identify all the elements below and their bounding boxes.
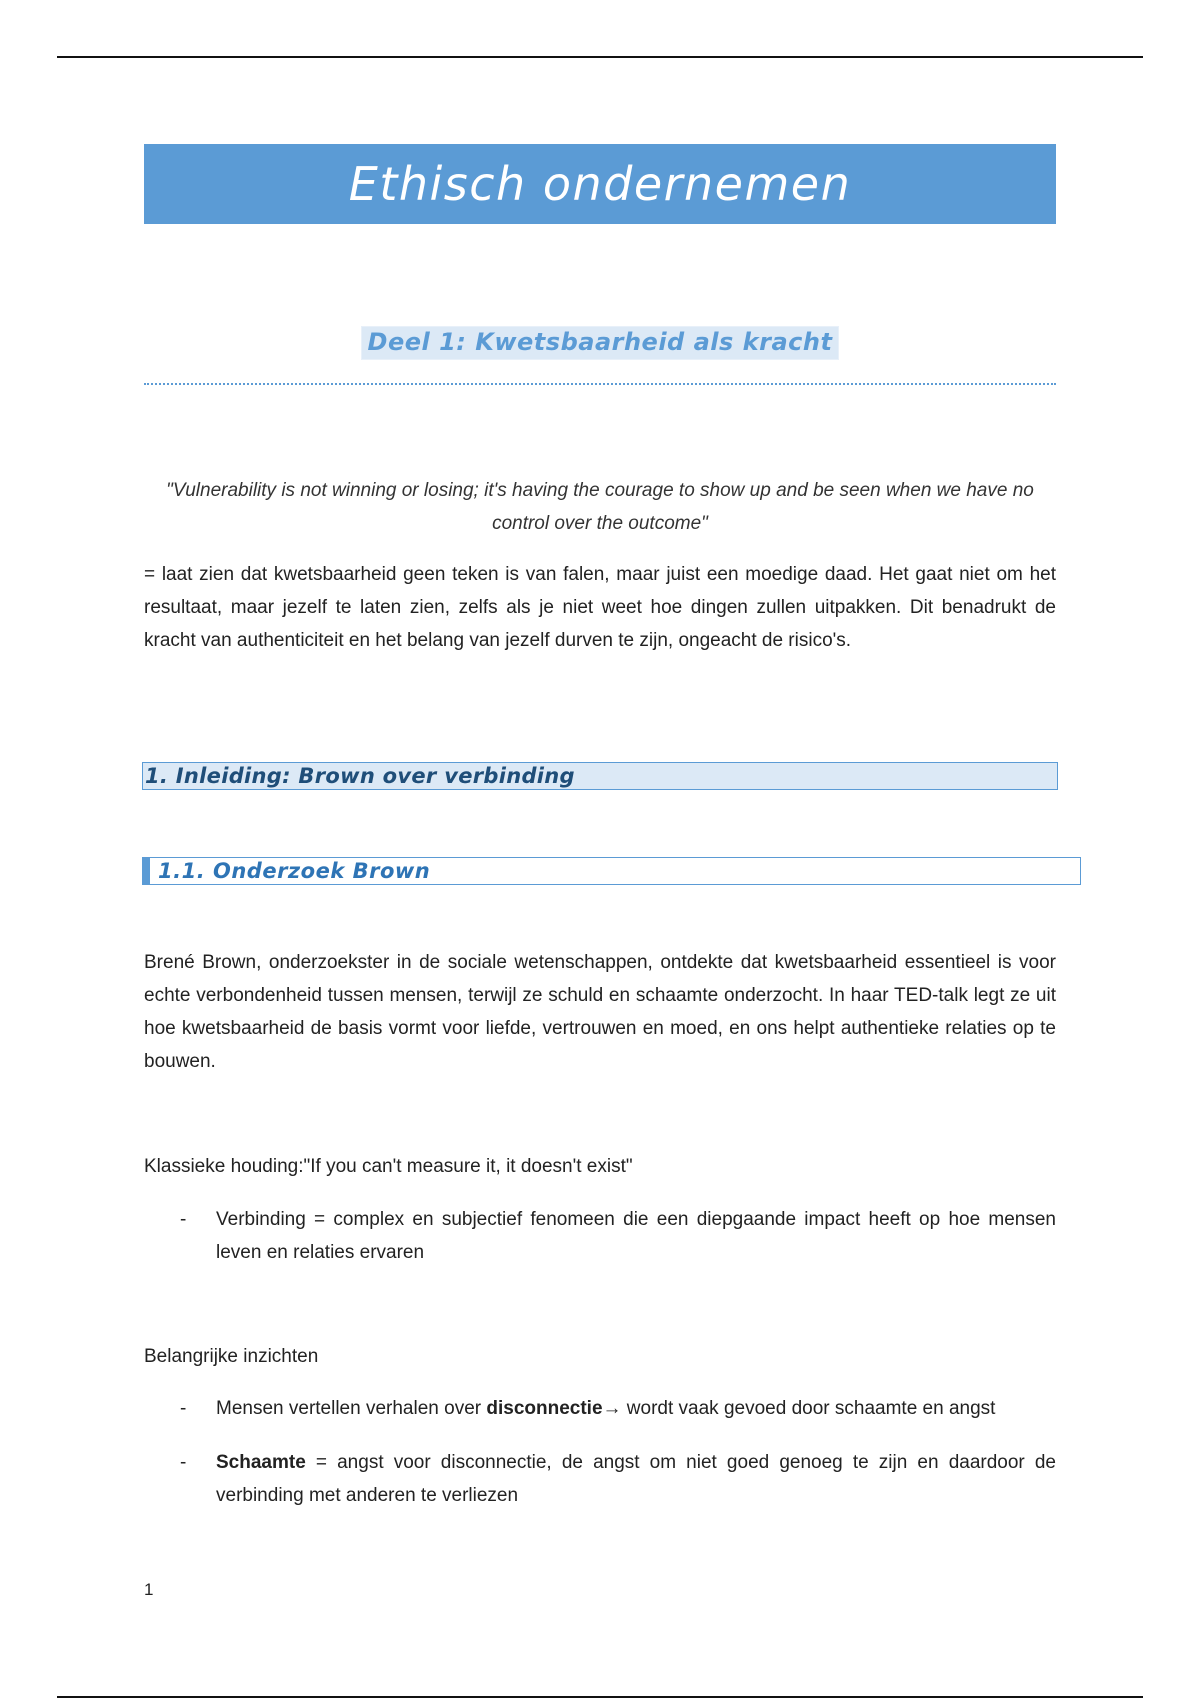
list-item: [144, 1446, 1056, 1512]
bullet-stories-suffix: wordt vaak gevoed door schaamte en angst: [621, 1398, 996, 1419]
header-rule: [57, 56, 1143, 58]
section-1-1-heading-box: [142, 857, 1081, 885]
bullet-marker: -: [180, 1398, 187, 1419]
section-1-heading: 1. Inleiding: Brown over verbinding: [145, 764, 575, 788]
bullet-marker: -: [180, 1452, 187, 1473]
bullet-shame: [216, 1446, 1056, 1512]
part-heading-divider: [144, 383, 1056, 385]
page-number: 1: [144, 1580, 154, 1599]
section-1-1-heading: 1.1. Onderzoek Brown: [158, 859, 431, 883]
document-title: Ethisch ondernemen: [348, 157, 852, 211]
footer-rule: [57, 1696, 1143, 1698]
bullet-stories: [216, 1392, 1056, 1425]
bullet-shame-bold: Schaamte: [216, 1452, 306, 1473]
bullet-marker: -: [180, 1209, 187, 1230]
list-item: [144, 1392, 1056, 1425]
quote: "Vulnerability is not winning or losing; it's having the courage to show up and be seen when we have no control over the outcome": [166, 480, 1034, 534]
title-banner: [144, 144, 1056, 224]
bullet-stories-prefix: Mensen vertellen verhalen over: [216, 1398, 487, 1419]
bullet-connection: Verbinding = complex en subjectief fenomeen die een diepgaande impact heeft op hoe mensen leven en relaties ervaren: [216, 1209, 1056, 1263]
section-1-heading-box: [142, 762, 1058, 790]
part-heading-container: [144, 326, 1056, 360]
bullet-shame-text: = angst voor disconnectie, de angst om niet goed genoeg te zijn en daardoor de verbinding met anderen te verliezen: [216, 1452, 1056, 1506]
bullet-stories-bold: disconnectie: [486, 1398, 603, 1419]
insights-label: Belangrijke inzichten: [144, 1346, 319, 1367]
classic-attitude: Klassieke houding:"If you can't measure it, it doesn't exist": [144, 1156, 633, 1177]
part-heading: Deel 1: Kwetsbaarheid als kracht: [361, 326, 840, 360]
arrow-icon: →: [602, 1398, 622, 1419]
list-item: [144, 1203, 1056, 1269]
quote-explanation: = laat zien dat kwetsbaarheid geen teken is van falen, maar juist een moedige daad. Het gaat niet om het resultaat, maar jezelf te laten zien, zelfs als je niet weet hoe dingen zullen uitpakken. Dit benadrukt de kracht van authenticiteit en het belang van jezelf durven te zijn, ongeacht de risico's.: [144, 564, 1056, 651]
brown-paragraph: Brené Brown, onderzoekster in de sociale wetenschappen, ontdekte dat kwetsbaarheid essentieel is voor echte verbondenheid tussen mensen, terwijl ze schuld en schaamte onderzocht. In haar TED-talk legt ze uit hoe kwetsbaarheid de basis vormt voor liefde, vertrouwen en moed, en ons helpt authentieke relaties op te bouwen.: [144, 952, 1056, 1072]
